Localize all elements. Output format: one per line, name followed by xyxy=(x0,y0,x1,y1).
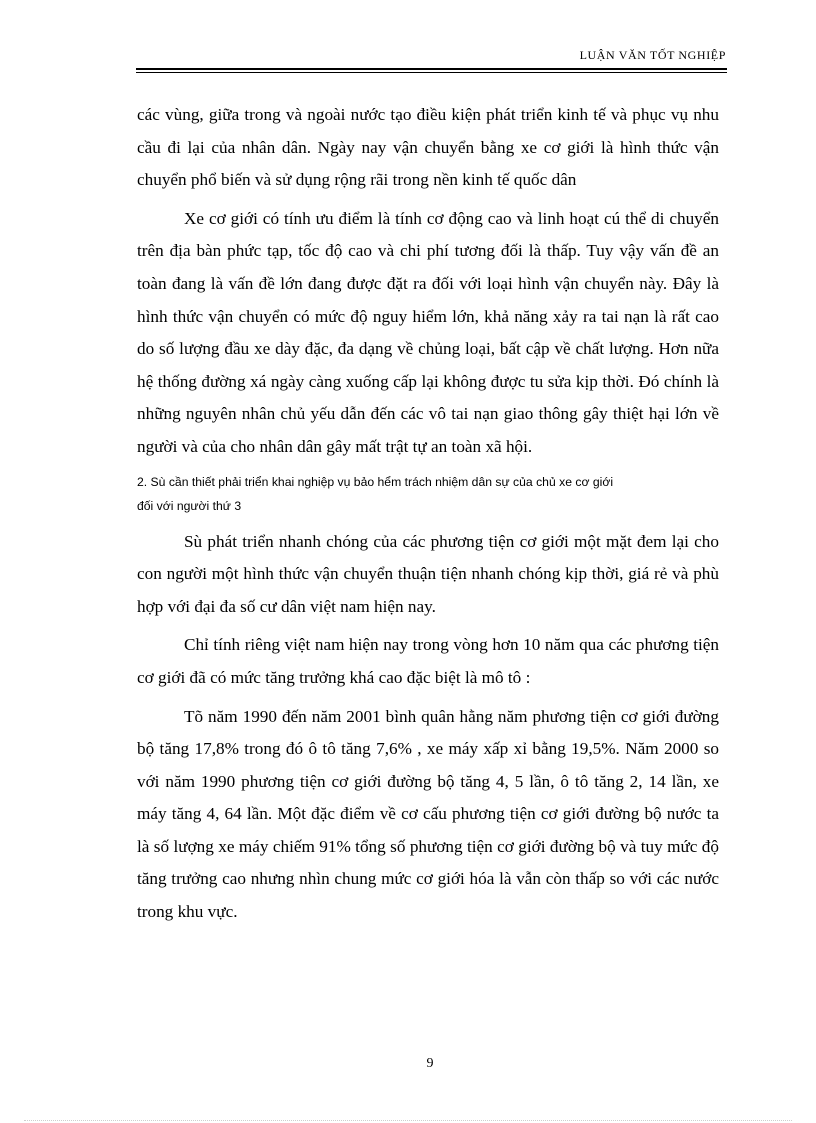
page-body xyxy=(137,99,719,935)
section-heading-line-2: đối với người thứ 3 xyxy=(137,498,242,513)
page-number: 9 xyxy=(426,1056,434,1071)
body-paragraph-3: Sù phát triển nhanh chóng của các phương tiện cơ giới một mặt đem lại cho con người một hình thức vận chuyển thuận tiện nhanh chóng kịp thời, giá rẻ và phù hợp với đại đa số cư dân việt nam hiện nay. xyxy=(137,531,719,616)
header-rule-thin xyxy=(136,72,727,73)
body-paragraph-1: các vùng, giữa trong và ngoài nước tạo điều kiện phát triển kinh tế và phục vụ nhu cầu đi lại của nhân dân. Ngày nay vận chuyển bằng xe cơ giới là hình thức vận chuyển phổ biến và sử dụng rộng rãi trong nền kinh tế quốc dân xyxy=(137,105,719,190)
page-bottom-divider xyxy=(24,1120,792,1121)
header-rule-thick xyxy=(136,68,727,70)
body-paragraph-5: Tõ năm 1990 đến năm 2001 bình quân hằng năm phương tiện cơ giới đường bộ tăng 17,8% trong đó ô tô tăng 7,6% , xe máy xấp xỉ bằng 19,5%. Năm 2000 so với năm 1990 phương tiện cơ giới đường bộ tăng 4, 5 lần, ô tô tăng 2, 14 lần, xe máy tăng 4, 64 lần. Một đặc điểm về cơ cấu phương tiện cơ giới đường bộ nước ta là số lượng xe máy chiếm 91% tổng số phương tiện cơ giới đường bộ và tuy mức độ tăng trưởng cao nhưng nhìn chung mức cơ giới hóa là vẫn còn thấp so với các nước trong khu vực. xyxy=(137,706,719,922)
section-heading-line-1: 2. Sù cần thiết phải triển khai nghiệp vụ bảo hểm trách nhiệm dân sự của chủ xe cơ giới xyxy=(137,474,614,489)
body-paragraph-4: Chỉ tính riêng việt nam hiện nay trong vòng hơn 10 năm qua các phương tiện cơ giới đã có mức tăng trưởng khá cao đặc biệt là mô tô : xyxy=(137,635,719,687)
body-paragraph-2: Xe cơ giới có tính ưu điểm là tính cơ động cao và linh hoạt cú thể di chuyển trên địa bàn phức tạp, tốc độ cao và chi phí tương đối là thấp. Tuy vậy vấn đề an toàn đang là vấn đề lớn đang được đặt ra đối với loại hình vận chuyển này. Đây là hình thức vận chuyển có mức độ nguy hiểm lớn, khả năng xảy ra tai nạn là rất cao do số lượng đầu xe dày đặc, đa dạng về chủng loại, bất cập về chất lượng. Hơn nữa hệ thống đường xá ngày càng xuống cấp lại không được tu sửa kịp thời. Đó chính là những nguyên nhân chủ yếu dẫn đến các vô tai nạn giao thông gây thiệt hại lớn về người và của cho nhân dân gây mất trật tự an toàn xã hội. xyxy=(137,208,719,456)
running-header-title: LUẬN VĂN TỐT NGHIỆP xyxy=(579,48,726,62)
section-heading-2 xyxy=(137,470,719,518)
